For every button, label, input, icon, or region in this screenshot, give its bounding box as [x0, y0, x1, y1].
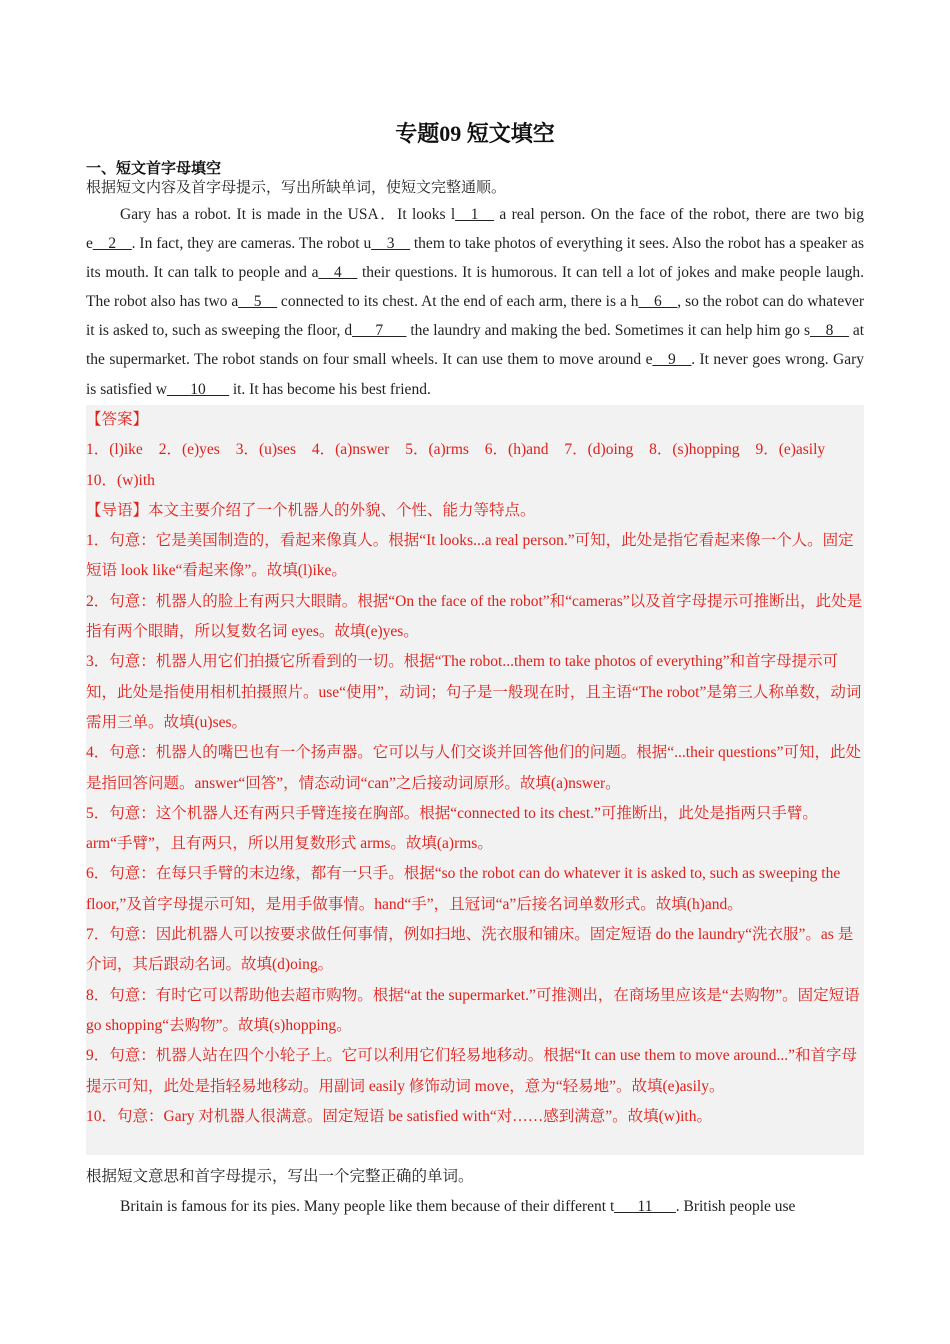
explanation-3: 3．句意：机器人用它们拍摄它所看到的一切。根据“The robot...them to take photos of everything”和首字母提示可知，此处是指使用相机拍摄照片。use“使用”，动词；句子是一般现在时，且主语“The robot”是第三人称单数，动词需用三单。故填(u)ses。 — [86, 653, 862, 731]
answer-item: 10．(w)ith — [86, 471, 155, 489]
answer-item: 7．(d)oing — [564, 441, 634, 459]
guide-intro-text: 本文主要介绍了一个机器人的外貌、个性、能力等特点。 — [148, 501, 536, 519]
passage-text: Britain is famous for its pies. Many people like them because of their different t — [120, 1197, 615, 1215]
next-passage — [86, 1192, 864, 1222]
passage-text: it. It has become his best friend. — [228, 380, 431, 398]
answer-item: 2．(e)yes — [158, 441, 220, 459]
answer-item: 4．(a)nswer — [311, 441, 390, 459]
section-heading: 一、短文首字母填空 — [86, 161, 222, 177]
passage-paragraph — [86, 200, 864, 404]
blank-10: ___10___ — [166, 380, 229, 398]
explanation-10: 10．句意：Gary 对机器人很满意。固定短语 be satisfied with“对……感到满意”。故填(w)ith。 — [86, 1107, 712, 1125]
answer-item: 6．(h)and — [484, 441, 549, 459]
guide-intro — [86, 496, 864, 526]
blank-7: ___7___ — [352, 322, 407, 340]
blank-2: __2__ — [92, 235, 132, 253]
blank-5: __5__ — [238, 293, 277, 311]
blank-3: __3__ — [371, 235, 410, 253]
passage-text: connected to its chest. At the end of each arm, there is a h — [277, 293, 639, 311]
answer-item: 9．(e)asily — [755, 441, 826, 459]
next-instruction: 根据短文意思和首字母提示，写出一个完整正确的单词。 — [86, 1168, 474, 1185]
answer-item: 1．(l)ike — [86, 441, 143, 459]
next-exercise — [86, 1162, 864, 1221]
answer-item: 5．(a)rms — [405, 441, 469, 459]
passage-text: . British people use — [675, 1197, 796, 1215]
page-title: 专题09 短文填空 — [395, 121, 555, 146]
instruction-text: 根据短文内容及首字母提示，写出所缺单词，使短文完整通顺。 — [86, 180, 507, 196]
explanation-1: 1．句意：它是美国制造的，看起来像真人。根据“It looks...a real person.”可知，此处是指它看起来像一个人。固定短语 look like“看起来像”。故填(l)ike。 — [86, 532, 854, 580]
blank-6: __6__ — [638, 293, 678, 311]
passage-text: at the supermarket. The robot stands on four small wheels. It can use them to move around e — [86, 322, 865, 369]
blank-8: __8__ — [810, 322, 849, 340]
passage-text: . In fact, they are cameras. The robot u — [131, 235, 372, 253]
passage-text: Gary has a robot. It is made in the USA．It looks l — [120, 206, 456, 223]
explanation-8: 8．句意：有时它可以帮助他去超市购物。根据“at the supermarket.”可推测出，在商场里应该是“去购物”。固定短语 go shopping“去购物”。故填(s)hopping。 — [86, 986, 860, 1034]
answer-item: 8．(s)hopping — [649, 441, 740, 459]
passage-text: their questions. It is humorous. It can tell a lot of jokes and make people laugh. The robot also has two a — [86, 264, 864, 311]
answer-label: 【答案】 — [86, 411, 149, 428]
passage — [86, 200, 864, 404]
explanation-6: 6．句意：在每只手臂的末边缘，都有一只手。根据“so the robot can do whatever it is asked to, such as sweeping the floor,”及首字母提示可知，是用手做事情。hand“手”，且冠词“a”后接名词单数形式。故填(h)and。 — [86, 865, 841, 913]
passage-text: . It never goes wrong. Gary is satisfied w — [86, 351, 864, 398]
guide-label: 【导语】 — [86, 501, 149, 519]
passage-text: them to take photos of everything it sees. Also the robot has a speaker as its mouth. It can talk to people and a — [86, 235, 864, 282]
explanation-7: 7．句意：因此机器人可以按要求做任何事情，例如扫地、洗衣服和铺床。固定短语 do the laundry“洗衣服”。as 是介词，其后跟动名词。故填(d)oing。 — [86, 926, 854, 974]
answer-list — [86, 435, 864, 496]
blank-11: ___11___ — [614, 1197, 676, 1215]
passage-text: , so the robot can do whatever it is asked to, such as sweeping the floor, d — [86, 293, 864, 340]
explanation-4: 4．句意：机器人的嘴巴也有一个扬声器。它可以与人们交谈并回答他们的问题。根据“...their questions”可知，此处是指回答问题。answer“回答”，情态动词“can”之后接动词原形。故填(a)nswer。 — [86, 744, 861, 792]
answer-content — [86, 405, 864, 1132]
explanation-5: 5．句意：这个机器人还有两只手臂连接在胸部。根据“connected to its chest.”可推断出，此处是指两只手臂。arm“手臂”，且有两只，所以用复数形式 arms。故填(a)rms。 — [86, 804, 818, 853]
explanation-2: 2．句意：机器人的脸上有两只大眼睛。根据“On the face of the robot”和“cameras”以及首字母提示可推断出，此处是指有两个眼睛，所以复数名词 eyes。故填(e)yes。 — [86, 592, 863, 641]
answer-section — [86, 405, 864, 1155]
explanation-9: 9．句意：机器人站在四个小轮子上。它可以利用它们轻易地移动。根据“It can use them to move around...”和首字母提示可知，此处是指轻易地移动。用副词 easily 修饰动词 move，意为“轻易地”。故填(e)asily。 — [86, 1047, 858, 1095]
answer-item: 3．(u)ses — [235, 441, 296, 459]
passage-text: a real person. On the face of the robot, there are two big e — [86, 206, 864, 253]
blank-4: __4__ — [318, 264, 358, 282]
blank-9: __9__ — [652, 351, 692, 369]
blank-1: __1__ — [455, 206, 494, 223]
passage-text: the laundry and making the bed. Sometimes it can help him go s — [406, 322, 811, 340]
